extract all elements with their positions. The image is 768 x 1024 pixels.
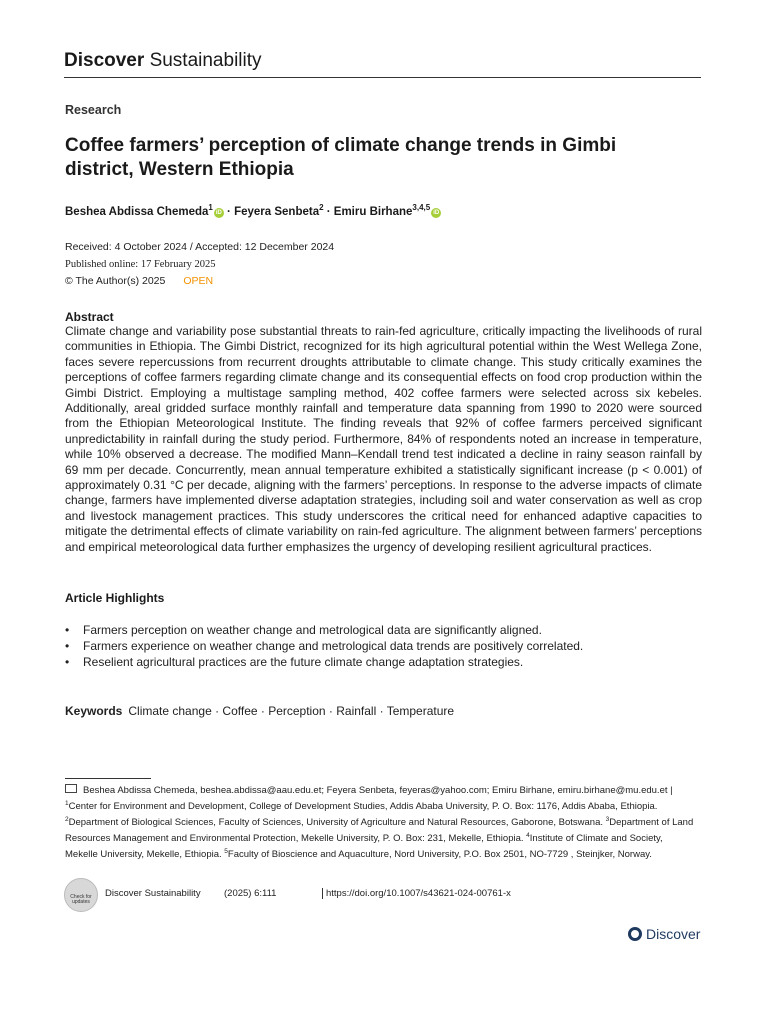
author-name[interactable]: Beshea Abdissa Chemeda: [65, 205, 209, 218]
author-separator: ·: [323, 205, 334, 218]
author-list: [65, 203, 441, 218]
keywords-text: Climate change · Coffee · Perception · Rainfall · Temperature: [128, 704, 455, 718]
envelope-icon: [65, 784, 77, 793]
publication-dates: [65, 239, 334, 290]
affiliation-sup: 4: [526, 832, 530, 840]
highlights-heading: Article Highlights: [65, 591, 165, 605]
abstract-text: Climate change and variability pose substantial threats to rain-fed agriculture, critically impacting the livelihoods of rural communities in Ethiopia. The Gimbi District, recognized for its high agricultural potential within the West Wellega Zone, faces severe repercussions from recurrent droughts attributable to climate change. This study critically examines the perceptions of coffee farmers regarding climate change and its consequential effects on food crop production within the Gimbi District. Employing a multistage sampling method, 402 coffee farmers were selected across six kebeles. Additionally, areal gridded surface monthly rainfall and temperature data spanning from 1990 to 2020 were sourced from the Ethiopian Meteorological Institute. The finding reveals that 92% of coffee farmers perceived significant unpredictability in rainfall during the study period. Furthermore, 84% of respondents noted an increase in temperature, while 10% observed a decrease. The modified Mann–Kendall trend test indicated a decline in rainy season rainfall by 69 mm per decade. Concurrently, mean annual temperature exhibited a statistically significant increase (p < 0.001) of approximately 0.31 °C per decade, aligning with the farmers’ perceptions. In response to the adverse impacts of climate change, farmers have implemented diverse adaptation strategies, including soil and water conservation as well as crop and livestock management practices. This study underscores the critical need for enhanced adaptive capacities to mitigate the detrimental effects of climate variability on rain-fed agriculture. The alignment between farmers’ perceptions and empirical meteorological data further emphasizes the urgency of developing resilient agricultural practices.: [65, 324, 702, 554]
open-access-badge: OPEN: [183, 275, 214, 287]
keywords-label: Keywords: [65, 704, 123, 718]
discover-logo-icon: [628, 927, 642, 941]
author-affiliation-sup: 3,4,5: [412, 203, 431, 212]
orcid-icon[interactable]: iD: [433, 209, 440, 216]
header-rule: [64, 77, 701, 78]
highlights-list: [65, 622, 702, 671]
footnote: [65, 784, 695, 862]
affiliation-sup: 1: [65, 799, 69, 807]
highlight-item: • Farmers perception on weather change and metrological data are significantly aligned.: [65, 622, 702, 638]
copyright-line: [65, 273, 334, 290]
article-type: Research: [65, 103, 122, 117]
affiliation-sup: 2: [65, 815, 69, 823]
author-name[interactable]: Feyera Senbeta: [234, 205, 320, 218]
keywords: [65, 704, 454, 718]
orcid-icon[interactable]: iD: [215, 209, 222, 216]
footer-journal: Discover Sustainability: [105, 888, 201, 899]
footer-citation: (2025) 6:111: [224, 888, 277, 899]
copyright-text: © The Author(s) 2025: [65, 275, 166, 287]
footer-doi-link[interactable]: https://doi.org/10.1007/s43621-024-00761-x: [322, 888, 511, 899]
affiliation-sup: 3: [605, 815, 610, 823]
contact-emails[interactable]: Beshea Abdissa Chemeda, beshea.abdissa@aau.edu.et; Feyera Senbeta, feyeras@yahoo.com; Emiru Birhane, emiru.birhane@mu.edu.et |: [83, 785, 673, 796]
affiliation-5: Faculty of Bioscience and Aquaculture, Nord University, P.O. Box 2501, NO-7729 , Steinjker, Norway.: [227, 849, 652, 861]
highlight-item: • Farmers experience on weather change and metrological data trends are positively correlated.: [65, 638, 702, 654]
affiliation-1: Center for Environment and Development, College of Development Studies, Addis Ababa University, P. O. Box: 1176, Addis Ababa, Ethiopia.: [68, 801, 658, 813]
author-affiliation-sup: 2: [319, 203, 324, 212]
highlight-item: • Reselient agricultural practices are the future climate change adaptation strategies.: [65, 654, 702, 670]
check-for-updates-label: Check for updates: [70, 894, 92, 905]
affiliation-3: Department of Land Resources Management and Environmental Protection, Mekelle University, P. O. Box: 231, Mekelle, Ethiopia.: [65, 817, 694, 845]
published-date: Published online: 17 February 2025: [65, 259, 216, 270]
journal-name: Discover Sustainability: [64, 50, 262, 71]
discover-logo: [628, 926, 700, 942]
footnote-rule: [65, 778, 151, 779]
abstract-heading: Abstract: [65, 310, 114, 324]
affiliation-2: Department of Biological Sciences, Faculty of Sciences, University of Agriculture and Natural Resources, Gaborone, Botswana.: [68, 817, 603, 829]
discover-logo-text: Discover: [646, 926, 701, 942]
author-name[interactable]: Emiru Birhane: [333, 205, 413, 218]
affiliation-sup: 5: [224, 848, 228, 856]
received-accepted-date: Received: 4 October 2024 / Accepted: 12 December 2024: [65, 241, 335, 253]
author-separator: ·: [223, 205, 235, 218]
article-title: Coffee farmers’ perception of climate change trends in Gimbi district, Western Ethiopia: [65, 135, 617, 180]
affiliation-4: Institute of Climate and Society, Mekelle University, Mekelle, Ethiopia.: [65, 833, 663, 861]
author-affiliation-sup: 1: [208, 203, 213, 212]
